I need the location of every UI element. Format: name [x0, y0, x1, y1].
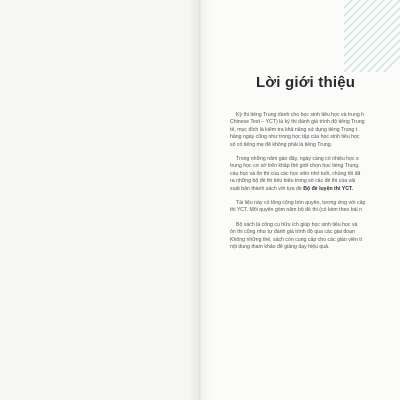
- paragraph-3: [230, 200, 400, 215]
- decorative-stripes: [344, 0, 400, 72]
- text-line: tế, mục đích là kiểm tra khả năng sử dụng tiếng Trung t: [230, 126, 358, 133]
- book-title-bold: Bộ đề luyện thi YCT.: [303, 185, 353, 192]
- text-line: ôn thi cũng như tự đánh giá trình độ qua các giai đoạn: [230, 229, 355, 236]
- text-line: cầu học và ôn thi của các học viên nhỏ tuổi, chúng tôi đã: [230, 170, 361, 177]
- paragraph-2: [230, 156, 400, 193]
- text-line: nội dung tham khảo để giảng dạy hiệu quả.: [230, 244, 330, 251]
- text-line: ra những bộ đề thi tiêu biểu trong số các đề thi của vài: [230, 178, 356, 185]
- text-line: số có tiếng mẹ đẻ không phải là tiếng Trung.: [230, 141, 333, 148]
- right-page: [200, 0, 400, 400]
- intro-body: [230, 112, 400, 259]
- page-title: Lời giới thiệu: [256, 74, 356, 91]
- text-line: thi YCT. Mỗi quyển gồm năm bộ đề thi (có kèm theo bài n: [230, 207, 362, 214]
- text-line: hằng ngày cũng như trong học tập của học sinh tiểu học: [230, 134, 360, 141]
- text-line: Chinese Test – YCT) là kỳ thi đánh giá trình độ tiếng Trung: [230, 119, 365, 126]
- text-segment: xuất bản thành sách với tựa đề: [230, 185, 304, 192]
- text-line: trung học cơ sở trên khắp thế giới chọn học tiếng Trung.: [230, 163, 360, 170]
- text-line-with-bold: [230, 186, 400, 193]
- text-line: Trong những năm gần đây, ngày càng có nhiều học s: [236, 156, 359, 163]
- text-line: Bộ sách là công cụ hữu ích giúp học sinh tiểu học và: [236, 221, 358, 228]
- text-line: Tài liệu này có tổng cộng bốn quyển, tương ứng với cấp: [236, 200, 366, 207]
- paragraph-1: [230, 112, 400, 149]
- paragraph-4: [230, 222, 400, 252]
- stripes-graphic: [344, 0, 400, 72]
- text-line: Không những thế, sách còn cung cấp cho các giáo viên ti: [230, 236, 362, 243]
- text-line: Kỳ thi tiếng Trung dành cho học sinh tiểu học và trung h: [236, 112, 365, 118]
